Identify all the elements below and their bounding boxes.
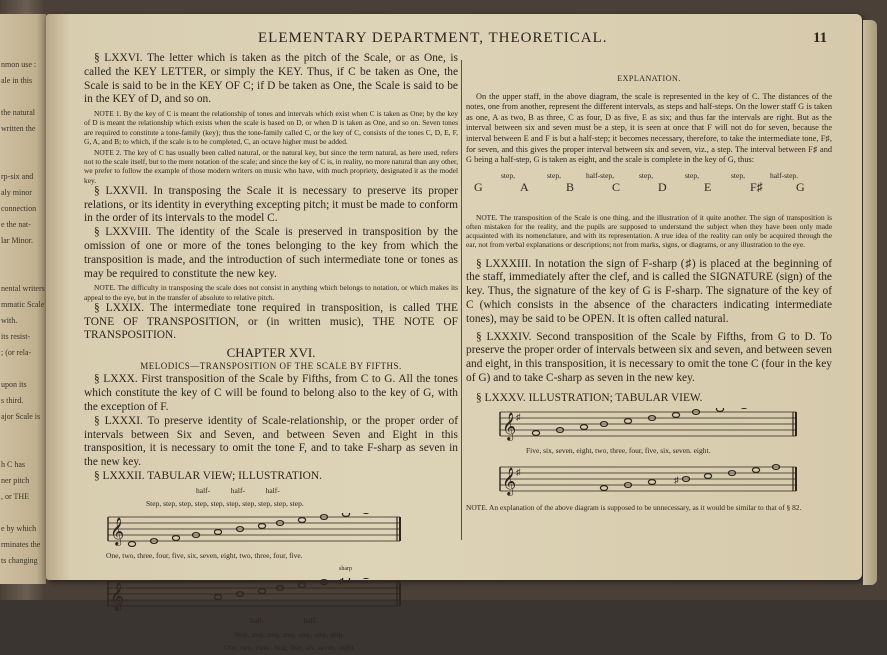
left-page-line: ner pitch (1, 474, 29, 487)
explanation-text: On the upper staff, in the above diagram, the scale is represented in the key of C. The distances of the notes, one from another, represent the different intervals, as steps and half-steps. On the lower staff G is taken as one, A as two, B as three, C as four, D as five, E as six; and thus far the intervals are right. But as the interval between six and seven must be a step, it is seen at once that F will not do for seven, because the interval between E and F is but a half-step; it becomes necessary, therefore, to take the intermediate tone, F♯, for seven, and this gives the proper interval between six and seven, viz., a step. The interval between F♯ and G being a half-step, G is taken as eight, and the scale is complete in the key of G, thus: (466, 92, 832, 166)
staff-1 (84, 513, 458, 547)
section-77: § LXXVII. In transposing the Scale it is necessary to preserve its proper relations, or its identity in everything excepting pitch; it must be made to conform in the order of its intervals to the model C. (84, 185, 458, 226)
staff2-top-label: half- half- (84, 614, 458, 628)
left-page-line: the natural (1, 106, 35, 119)
scale-note: C (612, 181, 620, 195)
left-page-line: nmon use : (1, 58, 36, 71)
section-78: § LXXVIII. The identity of the Scale is preserved in transposition by the omission of one or more of the tones belonging to the key from which the transposition is made, and the introduction of such intermediate tone or tones as may be required to constitute the new key. (84, 226, 458, 281)
left-page-line: nental writers (1, 282, 45, 295)
note-transposition: NOTE. The transposition of the Scale is one thing, and the illustration of it quite another. The sign of transposition is often mistaken for the reality, and the pupils are supposed to understand the subject when they have been only made acquainted with its nomenclature, and with its representation. A true idea of the reality can only be acquired through the ear, not from verbal explanations or descriptions; not from marks, signs, or diagrams, or any illustration to the eye. (466, 213, 832, 250)
svg-text:♯: ♯ (674, 475, 679, 485)
left-page-line: ts changing (1, 554, 38, 567)
svg-text:𝄞: 𝄞 (502, 412, 516, 441)
left-page-line: rminates the (1, 538, 40, 551)
scale-interval-label: half-step. (768, 169, 800, 183)
running-header: ELEMENTARY DEPARTMENT, THEORETICAL. (258, 30, 608, 47)
section-79: § LXXIX. The intermediate tone required in transposition, is called THE TONE OF TRANSPOSITION, or (in written music), THE NOTE OF TRANSPOSITION. (84, 302, 458, 343)
section-85: § LXXXV. ILLUSTRATION; TABULAR VIEW. (466, 392, 832, 406)
staff1-top-label: half- half- half- (84, 484, 458, 498)
section-84: § LXXXIV. Second transposition of the Scale by Fifths, from G to D. To preserve the proper order of intervals between six and seven, and between seven and eight, in this transposition, it is necessary to omit the tone C (four in the key of G) and to take C-sharp as seven in the new key. (466, 331, 832, 386)
scale-note: D (658, 181, 667, 195)
explanation-title: EXPLANATION. (466, 72, 832, 86)
right-column (466, 52, 832, 512)
staff1-bottom-label: One, two, three, four, five, six, seven, eight, two, three, four, five. (84, 549, 458, 563)
scale-note: G (796, 181, 805, 195)
section-82: § LXXXII. TABULAR VIEW; ILLUSTRATION. (84, 470, 458, 484)
scale-row-g (466, 169, 832, 209)
staff-4-drawing (496, 463, 816, 497)
staff-3 (496, 408, 832, 442)
left-page-line: upon its (1, 378, 27, 391)
left-page-line: with. (1, 314, 17, 327)
scale-note: F♯ (750, 181, 763, 195)
staff-4 (496, 463, 832, 497)
staff2-bottom-label: One, two, three, four, five, six, seven, eight. (84, 641, 458, 655)
left-page-line: rp-six and (1, 170, 33, 183)
note-1: NOTE 1. By the key of C is meant the relationship of tones and intervals which exist when C is taken as One; by the key of D is meant the relationship which exists when the scale is based on D, or when D is taken as One, and so on. Seven tones are required to constitute a tone-family (key); thus the tone-family called C, or the key of C, consists of the tones C, D, E, F, G, A, and B; to which, if the scale is to be completed, C, an octave higher must be added. (84, 109, 458, 146)
section-83: § LXXXIII. In notation the sign of F-sharp (♯) is placed at the beginning of the staff, immediately after the clef, and is called the SIGNATURE (sign) of the key. Thus, the signature of the key of G is F-sharp. The signature of the key of C (which consists in the absence of the characters indicating intermediate tones), may be said to be OPEN. It is often called natural. (466, 258, 832, 327)
left-page-line: lar Minor. (1, 234, 33, 247)
staff-2 (84, 578, 458, 612)
note-explanation-82: NOTE. An explanation of the above diagram is supposed to be unnecessary, as it would be similar to that of § 82. (466, 503, 832, 512)
chapter-subtitle: MELODICS—TRANSPOSITION OF THE SCALE BY FIFTHS. (84, 360, 458, 374)
chapter-title: CHAPTER XVI. (84, 346, 458, 360)
left-page-line: ajor Scale is (1, 410, 40, 423)
scale-note: A (520, 181, 529, 195)
scale-interval-label: step, (722, 169, 754, 183)
scale-interval-label: step, (492, 169, 524, 183)
svg-text:𝄞: 𝄞 (502, 467, 516, 496)
staff1-steps-label: Step, step, step, step, step, step, step, step, step, step. (84, 497, 458, 511)
svg-text:♯: ♯ (516, 412, 521, 422)
scale-interval-label: half-step, (584, 169, 616, 183)
left-page-line: h C has (1, 458, 25, 471)
svg-text:♯: ♯ (339, 578, 344, 586)
svg-text:♯: ♯ (516, 467, 521, 477)
scale-interval-label: step, (676, 169, 708, 183)
left-page-line: ale in this (1, 74, 32, 87)
left-page-line: connection (1, 202, 36, 215)
scale-note: G (474, 181, 483, 195)
staff2-steps-label: Step, step, step, step, step, step, step. (84, 628, 458, 642)
section-81: § LXXXI. To preserve identity of Scale-relationship, or the proper order of intervals between Six and Seven, and between Seven and Eight in this transposition, it is necessary to omit the tone F, and to take F-sharp as seven in the new key. (84, 415, 458, 470)
left-page-line: , or THE (1, 490, 29, 503)
page-edge (863, 20, 877, 585)
left-page-line: e the nat- (1, 218, 31, 231)
section-76: § LXXVI. The letter which is taken as the pitch of the Scale, or as One, is called the KEY LETTER, or simply the KEY. Thus, if C be taken as One, the Scale is said to be in the KEY OF C; if D be taken as One, the Scale is said to be in the KEY of D, and so on. (84, 52, 458, 107)
page-number: 11 (813, 30, 827, 47)
left-page-line: aly minor (1, 186, 32, 199)
left-page-line: s third. (1, 394, 23, 407)
left-page-line: its resist- (1, 330, 30, 343)
section-80: § LXXX. First transposition of the Scale by Fifths, from C to G. All the tones which constitute the key of C will be found to belong also to the key of G, with the exception of F. (84, 373, 458, 414)
staff-3-drawing (496, 408, 816, 442)
note-2: NOTE 2. The key of C has usually been called natural, or the natural key, but since the term natural, as here used, refers not to the scale itself, but to the mere notation of the scale; and since the key of C is, in reality, no more natural than any other, we prefer to follow the example of those modern writers on music who have, with much propriety, designated it as the model key. (84, 148, 458, 185)
note-transposing: NOTE. The difficulty in transposing the scale does not consist in anything which belongs to notation, or which makes its appeal to the eye, but in the transfer of absolute to relative pitch. (84, 283, 458, 301)
left-page-line: written the (1, 122, 35, 135)
scale-note: B (566, 181, 574, 195)
left-page-line: mmatic Scale (1, 298, 44, 311)
staff-2-drawing (84, 578, 404, 612)
scale-note: E (704, 181, 711, 195)
svg-text:𝄞: 𝄞 (110, 582, 124, 611)
staff2-sharp-label: sharp (84, 563, 458, 577)
staff-1-drawing (84, 513, 404, 547)
staff3-bottom-label: Five, six, seven, eight, two, three, four, five, six, seven. eight. (466, 444, 832, 458)
scale-interval-label: step, (630, 169, 662, 183)
left-page-edge (0, 14, 46, 584)
left-column (84, 52, 458, 655)
scale-interval-label: step, (538, 169, 570, 183)
left-page-line: e by which (1, 522, 36, 535)
svg-text:𝄞: 𝄞 (110, 517, 124, 546)
column-divider (461, 60, 462, 540)
left-page-line: ; (or rela- (1, 346, 31, 359)
